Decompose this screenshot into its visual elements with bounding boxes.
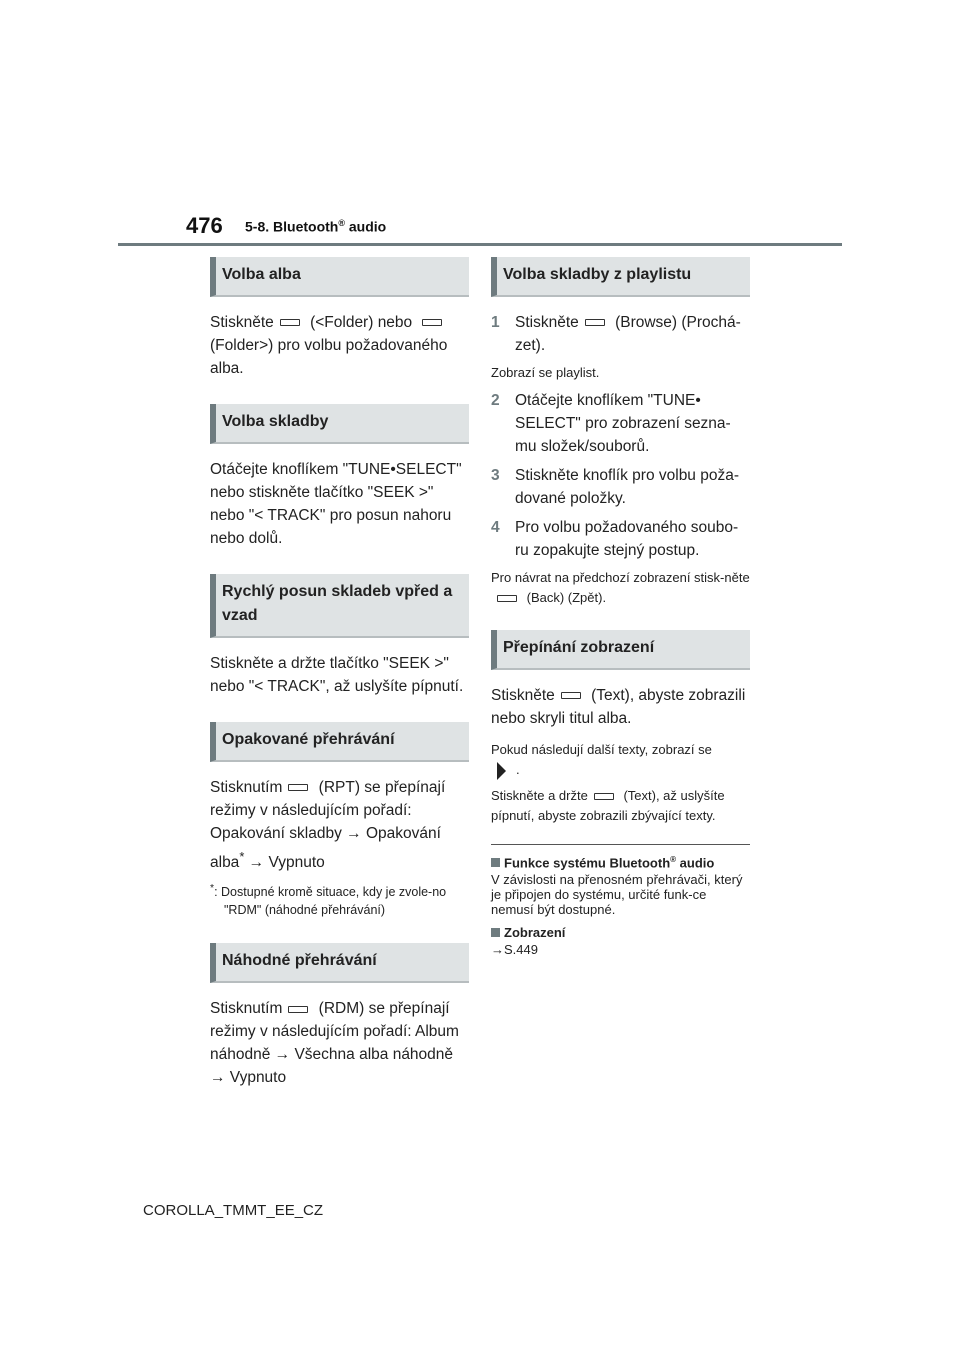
left-column [210, 257, 469, 1113]
arrow-right-icon [497, 762, 506, 780]
text: (Back) (Zpět). [523, 590, 607, 605]
sub-note [491, 786, 750, 826]
square-bullet-icon [491, 928, 500, 937]
text: Zobrazení [504, 925, 566, 941]
text: Stisknutím [210, 1000, 283, 1018]
paragraph: Stiskněte a držte tlačítko "SEEK >" nebo "< TRACK", až uslyšíte pípnutí. [210, 655, 464, 695]
button-icon [594, 793, 614, 800]
sub-note [491, 740, 750, 780]
step-text: Pro volbu požadovaného soubo-ru zopakujte stejný postup. [515, 519, 739, 559]
text: → Vypnuto [244, 854, 325, 872]
step-number: 4 [491, 519, 500, 536]
registered-mark: ® [338, 218, 345, 228]
section-playlist [491, 257, 750, 608]
step-4 [491, 516, 750, 562]
text: Pro návrat na předchozí zobrazení stisk-něte [491, 570, 750, 585]
step-2 [491, 389, 750, 458]
step-number: 1 [491, 314, 500, 331]
step-number: 2 [491, 392, 500, 409]
text: (RDM) se přepínají režimy v následujícím pořadí: Album náhodně → Všechna alba náhodně → Vypnuto [210, 1000, 459, 1087]
section-random [210, 943, 469, 1089]
text: Stisknutím [210, 779, 283, 796]
step-3 [491, 464, 750, 510]
section-fast-forward [210, 574, 469, 698]
text: . [516, 762, 520, 777]
section-heading: Rychlý posun skladeb vpřed a vzad [210, 574, 469, 638]
note-text: V závislosti na přenosném přehrávači, který je připojen do systému, určité funk-ce nemusí být dostupné. [491, 872, 743, 918]
text: (Text), abyste zobrazili nebo skryli titul alba. [491, 687, 746, 727]
text: (Browse) (Prochá-zet). [515, 314, 741, 354]
step-number: 3 [491, 467, 500, 484]
paragraph [210, 997, 469, 1089]
text: (<Folder) nebo [305, 314, 417, 331]
button-icon [280, 319, 300, 326]
note-heading [491, 855, 750, 870]
section-repeat [210, 722, 469, 919]
section-track [210, 404, 469, 550]
section-heading: Náhodné přehrávání [210, 943, 469, 983]
square-bullet-icon [491, 858, 500, 867]
page-number: 476 [186, 213, 223, 238]
section-heading: Volba skladby z playlistu [491, 257, 750, 297]
footnote-mark: * [210, 883, 215, 895]
text: : Dostupné kromě situace, kdy je zvole-no "RDM" (náhodné přehrávání) [214, 885, 447, 918]
step-text: Otáčejte knoflíkem "TUNE• SELECT" pro zobrazení sezna-mu složek/souborů. [515, 392, 731, 455]
paragraph [491, 684, 750, 730]
notes-divider [491, 844, 750, 845]
step-1 [491, 311, 750, 357]
footer-code: COROLLA_TMMT_EE_CZ [143, 1202, 324, 1219]
section-display-switch [491, 630, 750, 826]
section-album [210, 257, 469, 380]
paragraph: Otáčejte knoflíkem "TUNE•SELECT" nebo stiskněte tlačítko "SEEK >" nebo "< TRACK" pro posun nahoru nebo dolů. [210, 461, 462, 547]
button-icon [585, 319, 605, 326]
text: Pokud následují další texty, zobrazí se [491, 742, 712, 757]
chapter-prefix: 5-8. Bluetooth [245, 218, 339, 235]
text: (Text), až uslyšíte pípnutí, abyste zobrazili zbývající texty. [491, 788, 725, 823]
section-heading: Volba skladby [210, 404, 469, 444]
step-text: Stiskněte knoflík pro volbu poža-dované položky. [515, 467, 740, 507]
chapter-suffix: audio [344, 218, 387, 235]
paragraph [210, 311, 469, 380]
paragraph [210, 776, 469, 874]
text: Stiskněte [210, 314, 274, 331]
section-heading: Opakované přehrávání [210, 722, 469, 762]
back-note [491, 568, 750, 608]
text: Funkce systému Bluetooth [504, 855, 671, 871]
button-icon [288, 784, 308, 791]
registered-mark: ® [670, 855, 677, 864]
step-text [515, 311, 750, 357]
text: Stiskněte [515, 314, 579, 331]
note-heading [491, 925, 750, 940]
button-icon [497, 595, 517, 602]
button-icon [422, 319, 442, 326]
section-heading: Přepínání zobrazení [491, 630, 750, 670]
text: (RPT) se přepínají režimy v následujícím pořadí: Opakování skladby → Opakování alba [210, 779, 446, 872]
footnote-mark: * [239, 849, 245, 864]
page-reference: →S.449 [491, 942, 538, 958]
text: Stiskněte [491, 687, 555, 704]
section-heading: Volba alba [210, 257, 469, 297]
step-note: Zobrazí se playlist. [491, 365, 600, 380]
text: audio [676, 855, 715, 871]
button-icon [561, 692, 581, 699]
button-icon [288, 1006, 308, 1013]
right-column [491, 257, 750, 965]
header-rule [118, 243, 842, 246]
text: (Folder>) pro volbu požadovaného alba. [210, 337, 448, 377]
footnote [210, 880, 469, 919]
chapter-title [245, 218, 386, 235]
text: Stiskněte a držte [491, 788, 588, 803]
